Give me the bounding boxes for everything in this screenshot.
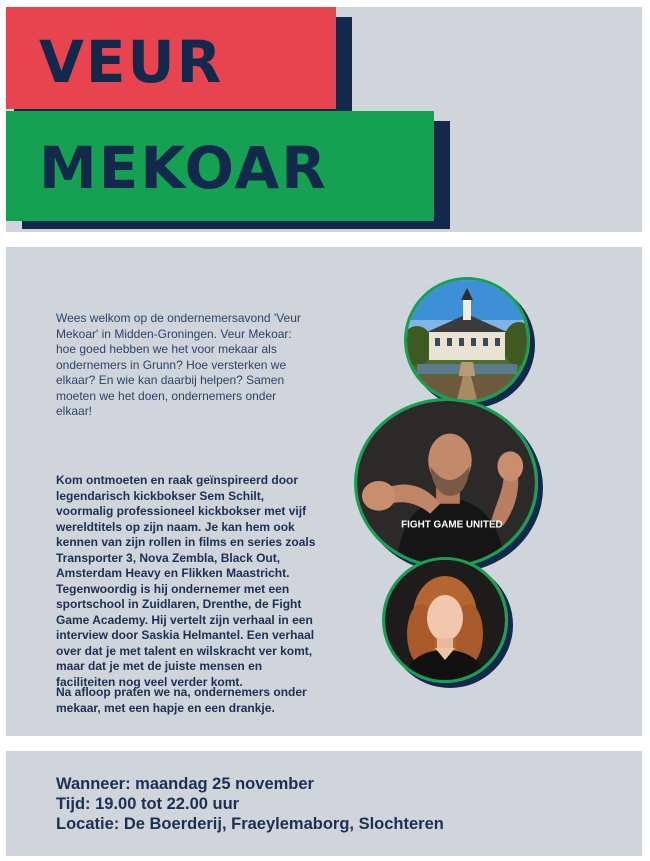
event-details-panel	[6, 751, 642, 856]
title-block-green	[6, 111, 434, 221]
title-line-2: MEKOAR	[39, 134, 328, 202]
event-time: Tijd: 19.00 tot 22.00 uur	[56, 795, 240, 813]
intro-paragraph: Wees welkom op de ondernemersavond 'Veur Mekoar' in Midden-Groningen. Veur Mekoar: hoe goed hebben we het voor mekaar als ondernemers in Grunn? Hoe versterken we elkaar? En wie kan daarbij helpen? Samen moeten we het doen, ondernemers onder elkaar!	[56, 311, 301, 418]
header-panel	[6, 7, 642, 232]
speaker-bio-paragraph: Kom ontmoeten en raak geïnspireerd door legendarisch kickbokser Sem Schilt, voormalig professioneel kickbokser met vijf wereldtitels op zijn naam. Je kan hem ook kennen van zijn rollen in films en series zoals Transporter 3, Nova Zembla, Black Out, Amsterdam Heavy en Flikken Maastricht. Tegenwoordig is hij ondernemer met een sportschool in Zuidlaren, Drenthe, de Fight Game Academy. Hij vertelt zijn verhaal in een interview door Saskia Helmantel. Een verhaal over dat je met talent en wilskracht ver komt, maar dat je met de juiste mensen en faciliteiten nog veel verder komt.	[56, 473, 316, 689]
castle-photo	[404, 277, 530, 403]
shirt-text: FIGHT GAME UNITED	[401, 519, 503, 531]
title-block-red	[6, 7, 336, 109]
content-panel	[6, 247, 642, 736]
kickboxer-photo	[354, 398, 538, 568]
interviewer-photo	[382, 557, 508, 683]
event-location: Locatie: De Boerderij, Fraeylemaborg, Slochteren	[56, 815, 444, 833]
title-line-1: VEUR	[39, 28, 224, 96]
event-date: Wanneer: maandag 25 november	[56, 775, 314, 793]
closing-paragraph: Na afloop praten we na, ondernemers onder mekaar, met een hapje en een drankje.	[56, 685, 307, 715]
